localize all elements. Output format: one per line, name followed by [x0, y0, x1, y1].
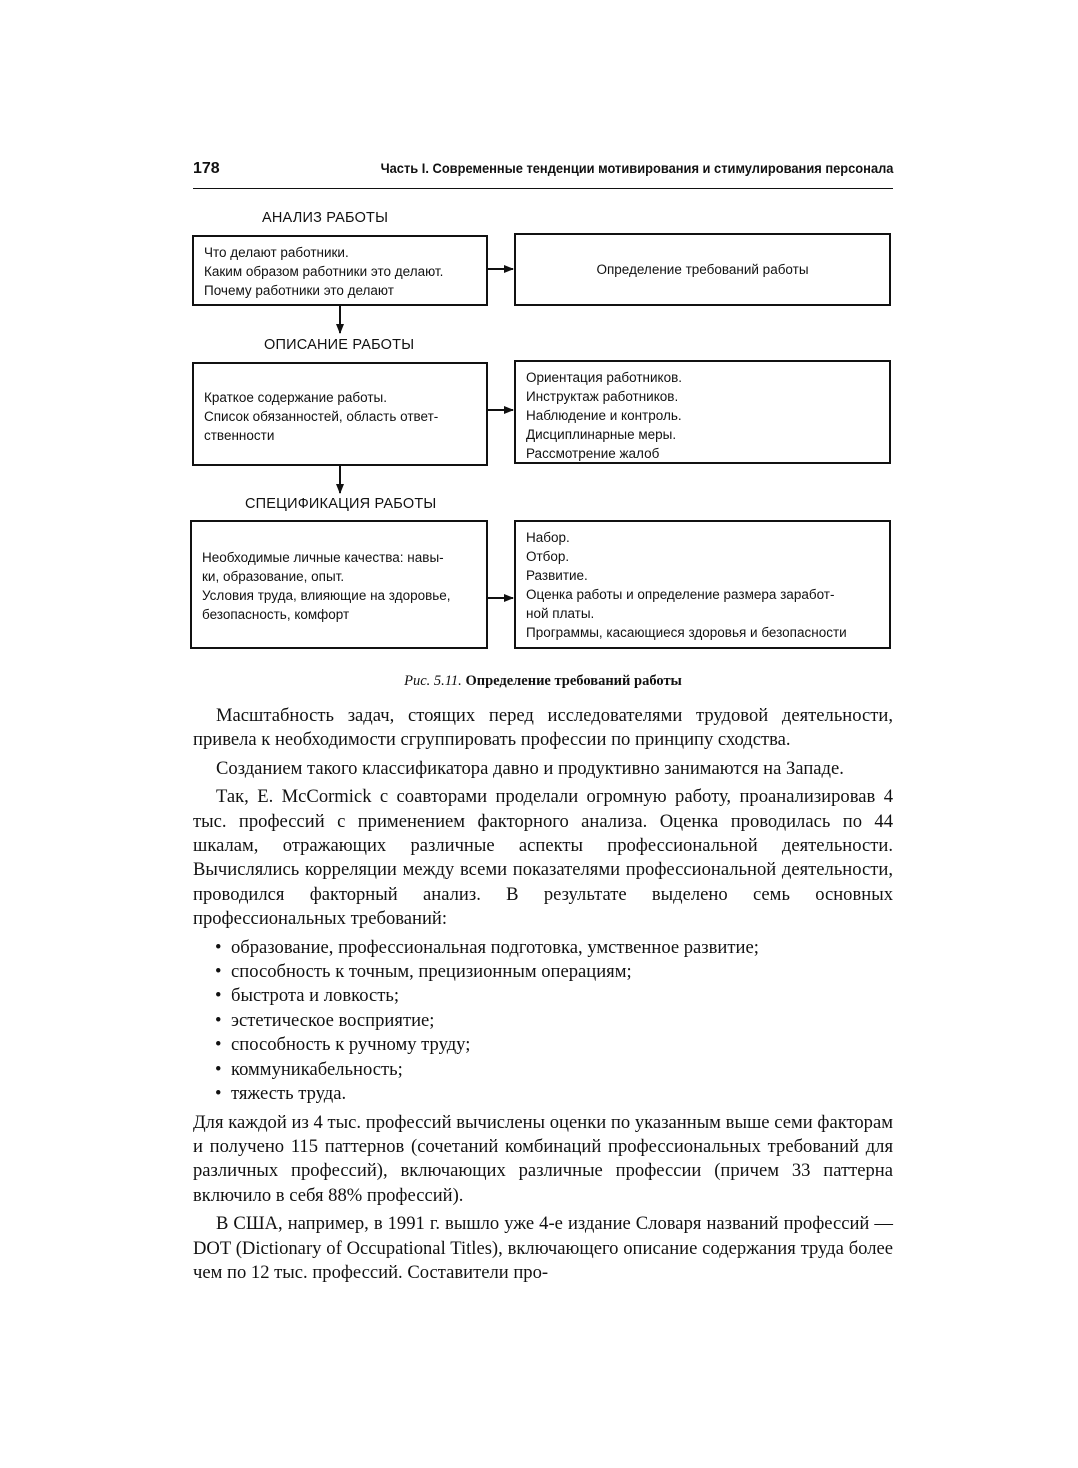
paragraph: В США, например, в 1991 г. вышло уже 4-е издание Словаря названий профессий — DOT (Dictionary of Occupational Titles), включающего описание содержания труда более чем по 12 тыс. профессий. Составители про- [193, 1213, 893, 1283]
list-item: • образование, профессиональная подготовка, умственное развитие; [215, 936, 893, 960]
box-line: Что делают работники. [204, 245, 349, 260]
paragraph: Созданием такого классификатора давно и продуктивно занимаются на Западе. [216, 757, 844, 779]
box-line: Определение требований работы [596, 262, 809, 277]
box-line: ной платы. [526, 606, 595, 621]
box-line: Рассмотрение жалоб [526, 446, 660, 461]
list-item: • эстетическое восприятие; [215, 1009, 893, 1033]
box-line: ственности [204, 428, 275, 443]
box-line: Оценка работы и определение размера заработ- [526, 587, 835, 602]
figure-number: Рис. 5.11. [404, 673, 462, 689]
box-analysis-right [514, 233, 891, 306]
box-description-left [192, 362, 488, 466]
box-specification-left [190, 520, 488, 649]
box-line: Почему работники это делают [204, 283, 394, 298]
box-line: Ориентация работников. [526, 370, 683, 385]
paragraph: Так, E. McCormick с соавторами проделали огромную работу, проанализировав 4 тыс. профессий с применением факторного анализа. Оценка проводилась по 44 шкалам, отражающих различные аспекты профессиональной деятельности. Вычислялись корреляции между всеми показателями профессиональной деятельности, проводился факторный анализ. В результате выделено семь основных профессиональных требований: [193, 786, 893, 930]
box-line: Список обязанностей, область ответ- [204, 409, 439, 424]
box-line: Условия труда, влияющие на здоровье, [202, 588, 451, 603]
box-line: Каким образом работники это делают. [204, 264, 444, 279]
box-line: ки, образование, опыт. [202, 569, 345, 584]
body-text [193, 704, 893, 1289]
box-line: Набор. [526, 530, 570, 545]
box-line: безопасность, комфорт [202, 607, 350, 622]
box-line: Краткое содержание работы. [204, 390, 387, 405]
list-item: • коммуникабельность; [215, 1058, 893, 1082]
list-item: • тяжесть труда. [215, 1082, 893, 1106]
box-description-right [514, 360, 891, 464]
box-analysis-left [192, 235, 488, 306]
running-head: Часть I. Современные тенденции мотивирования и стимулирования персонала [380, 160, 893, 176]
list-item: • способность к точным, прецизионным операциям; [215, 960, 893, 984]
job-requirements-diagram [0, 0, 1078, 700]
box-line: Отбор. [526, 549, 570, 564]
page-number: 178 [193, 160, 220, 177]
figure-title: Определение требований работы [465, 673, 682, 689]
paragraph: Для каждой из 4 тыс. профессий вычислены оценки по указанным выше семи факторам и получено 115 паттернов (сочетаний комбинаций профессиональных требований для различных профессий), включающих различные профессии (причем 33 паттерна включило в себя 88% профессий). [193, 1111, 893, 1206]
box-line: Инструктаж работников. [526, 389, 679, 404]
box-line: Наблюдение и контроль. [526, 408, 682, 423]
box-line: Программы, касающиеся здоровья и безопасности [526, 625, 847, 640]
section-label-analysis: АНАЛИЗ РАБОТЫ [262, 210, 389, 226]
list-item: • способность к ручному труду; [215, 1033, 893, 1057]
paragraph: Масштабность задач, стоящих перед исследователями трудовой деятельности, привела к необходимости сгруппировать профессии по принципу сходства. [193, 705, 893, 751]
box-line: Развитие. [526, 568, 588, 583]
figure-caption [193, 673, 893, 690]
list-item: • быстрота и ловкость; [215, 984, 893, 1008]
requirements-list [193, 936, 893, 1107]
box-line: Дисциплинарные меры. [526, 427, 677, 442]
box-line: Необходимые личные качества: навы- [202, 550, 444, 565]
section-label-specification: СПЕЦИФИКАЦИЯ РАБОТЫ [245, 496, 437, 512]
section-label-description: ОПИСАНИЕ РАБОТЫ [264, 337, 415, 353]
box-specification-right [514, 520, 891, 649]
